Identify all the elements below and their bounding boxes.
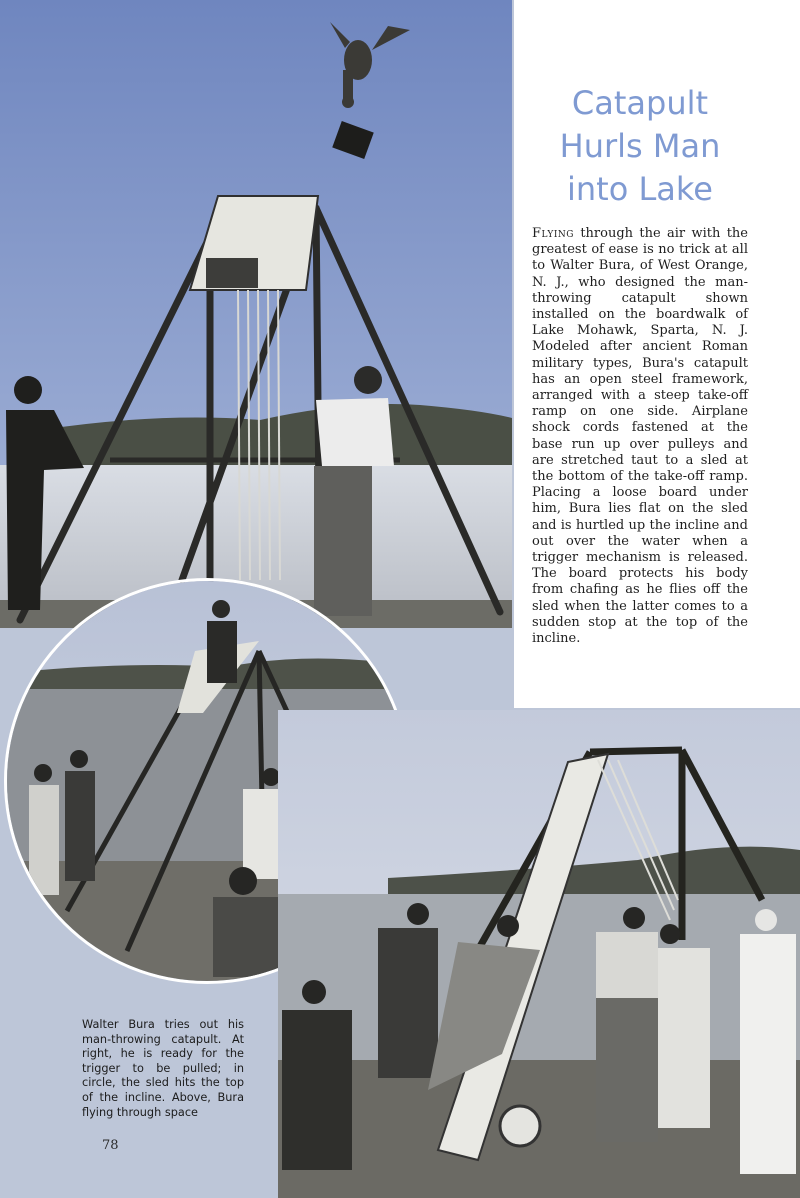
headline: [514, 82, 766, 211]
photo-caption: Walter Bura tries out his man-throwing catapult. At right, he is ready for the trigger to be pulled; in circle, the sled hits the top of the incline. Above, Bura flying through space: [82, 1018, 244, 1119]
article-body: [532, 226, 748, 647]
article-text: through the air with the greatest of ease is no trick at all to Walter Bura, of West Orange, N. J., who designed the man-throwing catapult shown installed on the boardwalk of Lake Mohawk, Sparta, N. J. Modeled after ancient Roman military types, Bura's catapult has an open steel framework, arranged with a steep take-off ramp on one side. Airplane shock cords fastened at the base run up over pulleys and are stretched taut to a sled at the bottom of the take-off ramp. Placing a loose board under him, Bura lies flat on the sled and is hurtled up the incline and out over the water when a trigger mechanism is released. The board protects his body from chafing as he flies off the sled when the latter comes to a sudden stop at the top of the incline.: [532, 226, 748, 647]
page-number: 78: [102, 1138, 119, 1153]
photo-ready-trigger-image: [278, 710, 800, 1198]
photo-catapult-launch-image: [0, 0, 512, 628]
headline-line-2: Hurls Man: [559, 127, 721, 165]
headline-line-3: into Lake: [567, 170, 713, 208]
photo-ready-trigger: [278, 710, 800, 1198]
article-lede: Flying: [532, 226, 574, 241]
headline-line-1: Catapult: [571, 84, 709, 122]
photo-catapult-launch: [0, 0, 512, 628]
article-panel: [514, 0, 800, 708]
